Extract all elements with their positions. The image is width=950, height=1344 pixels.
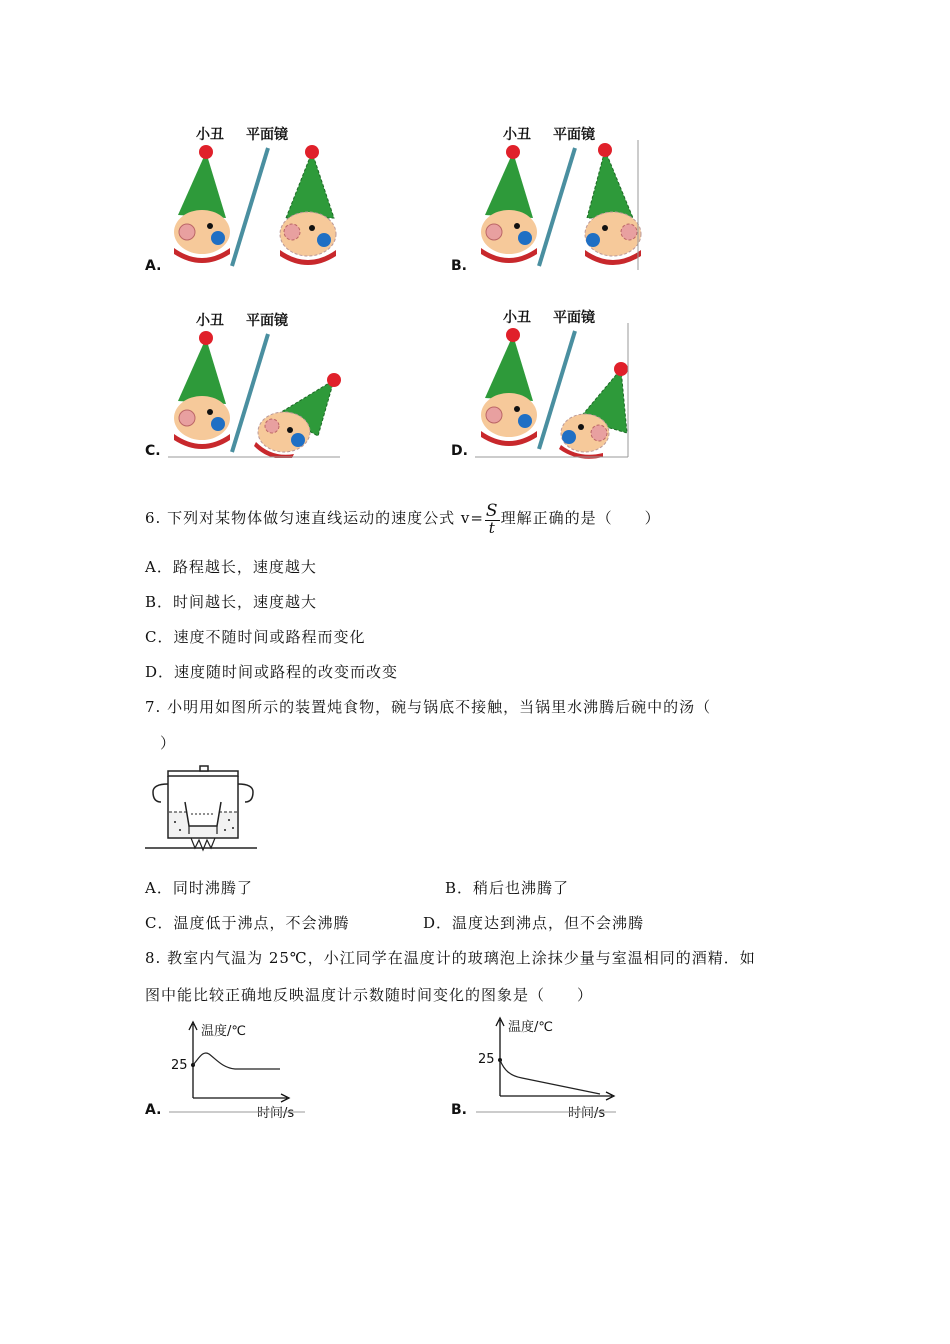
graph-tick-25: 25 bbox=[171, 1058, 188, 1073]
q6-stem-before: 6. 下列对某物体做匀速直线运动的速度公式 v= bbox=[145, 509, 484, 527]
graph-letter: B. bbox=[451, 1102, 467, 1118]
graph-a-plot bbox=[165, 1018, 315, 1118]
q5-figure-c bbox=[168, 306, 348, 458]
q7-option-c: C．温度低于沸点，不会沸腾 bbox=[145, 914, 350, 932]
clown-label: 小丑 bbox=[196, 127, 224, 143]
q6-stem bbox=[145, 496, 661, 540]
clown bbox=[481, 145, 537, 263]
q5-figure-d bbox=[475, 303, 635, 459]
q7-option-b: B．稍后也沸腾了 bbox=[445, 879, 570, 897]
graph-b-curve bbox=[500, 1060, 600, 1094]
q8-graph-a bbox=[165, 1018, 315, 1120]
mirror-label: 平面镜 bbox=[246, 127, 288, 143]
speed-formula-fraction bbox=[485, 500, 500, 537]
clown-image bbox=[585, 143, 641, 265]
mirror-label: 平面镜 bbox=[553, 310, 595, 326]
option-letter: D. bbox=[451, 443, 468, 459]
clown-label: 小丑 bbox=[503, 127, 531, 143]
graph-letter: A. bbox=[145, 1102, 162, 1118]
clown bbox=[174, 145, 230, 263]
q6-stem-after: 理解正确的是（ ） bbox=[500, 509, 661, 527]
graph-xlabel: 时间/s bbox=[568, 1106, 606, 1121]
fraction-numerator: S bbox=[485, 500, 499, 521]
clown-image bbox=[559, 362, 628, 459]
graph-ylabel: 温度/℃ bbox=[201, 1024, 246, 1039]
clown-image bbox=[254, 373, 341, 458]
pot-and-bowl-diagram bbox=[145, 762, 257, 852]
option-letter: A. bbox=[145, 258, 162, 274]
q5-figure-a bbox=[168, 120, 348, 270]
q8-stem-line1: 8. 教室内气温为 25℃，小江同学在温度计的玻璃泡上涂抹少量与室温相同的酒精．如 bbox=[145, 949, 756, 967]
clown-mirror-illustration bbox=[475, 323, 635, 459]
option-letter: B. bbox=[451, 258, 467, 274]
clown-mirror-illustration bbox=[475, 140, 645, 270]
mirror bbox=[232, 148, 268, 266]
clown-mirror-illustration bbox=[168, 326, 348, 458]
q7-stem-line2: ） bbox=[160, 734, 177, 752]
clown-label: 小丑 bbox=[196, 313, 224, 329]
clown-image bbox=[280, 145, 336, 265]
q7-option-d: D．温度达到沸点，但不会沸腾 bbox=[423, 914, 645, 932]
q6-option-b: B．时间越长，速度越大 bbox=[145, 593, 318, 611]
graph-a-curve bbox=[193, 1053, 280, 1069]
graph-b-plot bbox=[472, 1014, 622, 1120]
mirror-label: 平面镜 bbox=[553, 127, 595, 143]
graph-ylabel: 温度/℃ bbox=[508, 1020, 553, 1035]
q8-graph-b bbox=[472, 1014, 622, 1120]
fraction-denominator: t bbox=[488, 518, 496, 537]
clown bbox=[174, 331, 230, 449]
mirror-label: 平面镜 bbox=[246, 313, 288, 329]
clown-mirror-illustration bbox=[168, 140, 348, 270]
graph-tick-25: 25 bbox=[478, 1052, 495, 1067]
mirror bbox=[539, 148, 575, 266]
q6-option-c: C．速度不随时间或路程而变化 bbox=[145, 628, 366, 646]
option-letter: C. bbox=[145, 443, 161, 459]
clown bbox=[481, 328, 537, 446]
q7-option-a: A．同时沸腾了 bbox=[145, 879, 253, 897]
q6-option-a: A．路程越长，速度越大 bbox=[145, 558, 317, 576]
q6-option-d: D．速度随时间或路程的改变而改变 bbox=[145, 663, 399, 681]
q8-stem-line2: 图中能比较正确地反映温度计示数随时间变化的图象是（ ） bbox=[145, 986, 594, 1004]
graph-xlabel: 时间/s bbox=[257, 1106, 295, 1121]
q7-stem-line1: 7. 小明用如图所示的装置炖食物，碗与锅底不接触，当锅里水沸腾后碗中的汤（ bbox=[145, 698, 712, 716]
clown-label: 小丑 bbox=[503, 310, 531, 326]
q5-figure-b bbox=[475, 120, 645, 272]
